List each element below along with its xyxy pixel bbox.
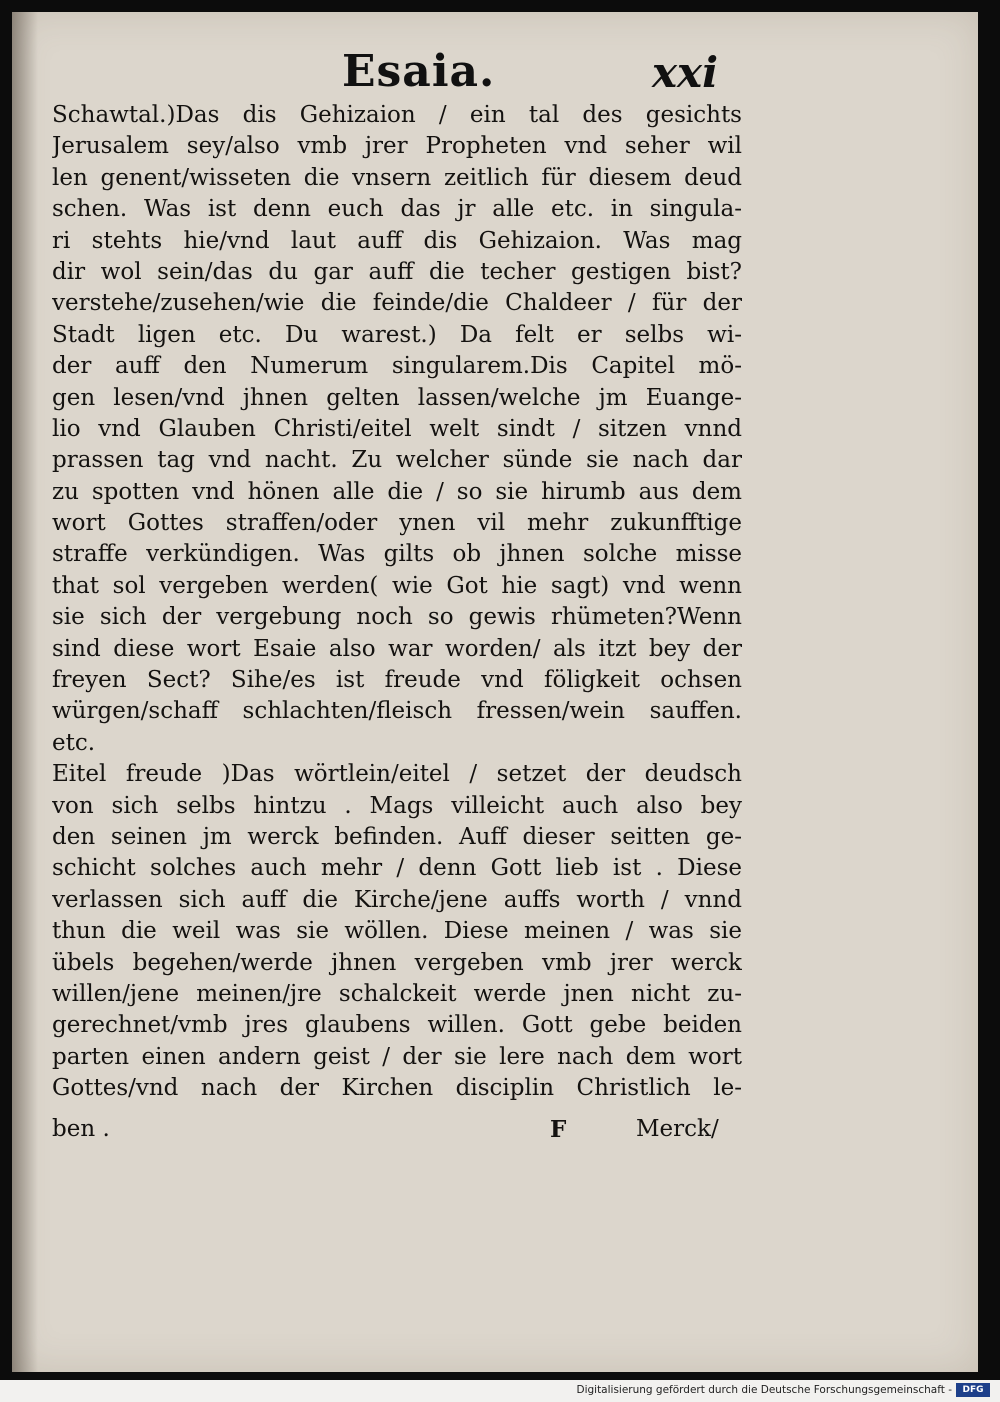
text-line: straffe verkündigen. Was gilts ob jhnen solche misse — [52, 541, 742, 568]
body-text — [52, 100, 742, 1105]
text-line: lio vnd Glauben Christi/eitel welt sindt / sitzen vnnd — [52, 415, 742, 442]
text-line: schen. Was ist denn euch das jr alle etc. in singula- — [52, 196, 742, 223]
text-line: ri stehts hie/vnd laut auff dis Gehizaion. Was mag — [52, 227, 742, 254]
text-line: that sol vergeben werden( wie Got hie sagt) vnd wenn — [52, 572, 742, 599]
book-page — [12, 12, 978, 1372]
text-line: verstehe/zusehen/wie die feinde/die Chaldeer / für der — [52, 290, 742, 317]
text-line: willen/jene meinen/jre schalckeit werde jnen nicht zu- — [52, 980, 742, 1007]
text-line: von sich selbs hintzu . Mags villeicht auch also bey — [52, 792, 742, 819]
catchword: Merck/ — [636, 1116, 719, 1142]
text-line: dir wol sein/das du gar auff die techer gestigen bist? — [52, 258, 742, 285]
text-line: sie sich der vergebung noch so gewis rhümeten?Wenn — [52, 604, 742, 631]
page-footer — [52, 1116, 742, 1148]
text-line: übels begehen/werde jhnen vergeben vmb jrer werck — [52, 949, 742, 976]
running-title: Esaia. — [342, 46, 496, 97]
funding-credit: Digitalisierung gefördert durch die Deutsche Forschungsgemeinschaft - — [576, 1384, 952, 1396]
text-line: verlassen sich auff die Kirche/jene auffs worth / vnnd — [52, 886, 742, 913]
text-line: würgen/schaff schlachten/fleisch fressen/wein sauffen. — [52, 698, 742, 725]
text-line: der auff den Numerum singularem.Dis Capitel mö- — [52, 353, 742, 380]
text-line: sind diese wort Esaie also war worden/ als itzt bey der — [52, 635, 742, 662]
text-line: zu spotten vnd hönen alle die / so sie hirumb aus dem — [52, 478, 742, 505]
text-line: freyen Sect? Sihe/es ist freude vnd föligkeit ochsen — [52, 667, 742, 694]
text-line: thun die weil was sie wöllen. Diese meinen / was sie — [52, 918, 742, 945]
page-header — [12, 46, 978, 102]
text-line: den seinen jm werck befinden. Auff dieser seitten ge- — [52, 823, 742, 850]
text-line: schicht solches auch mehr / denn Gott lieb ist . Diese — [52, 855, 742, 882]
text-line: gen lesen/vnd jhnen gelten lassen/welche jm Euange- — [52, 384, 742, 411]
text-line: Gottes/vnd nach der Kirchen disciplin Christlich le- — [52, 1075, 742, 1102]
text-line: parten einen andern geist / der sie lere nach dem wort — [52, 1043, 742, 1070]
text-line: prassen tag vnd nacht. Zu welcher sünde sie nach dar — [52, 447, 742, 474]
credit-bar — [0, 1380, 1000, 1402]
dfg-logo-icon: DFG — [956, 1383, 990, 1397]
text-line: Schawtal.)Das dis Gehizaion / ein tal des gesichts — [52, 102, 742, 128]
text-line: len genent/wisseten die vnsern zeitlich für diesem deud — [52, 164, 742, 191]
text-line: gerechnet/vmb jres glaubens willen. Gott gebe beiden — [52, 1012, 742, 1039]
text-line: Eitel freude )Das wörtlein/eitel / setzet der deudsch — [52, 761, 742, 788]
text-line: Stadt ligen etc. Du warest.) Da felt er selbs wi- — [52, 321, 742, 348]
last-word: ben . — [52, 1116, 110, 1142]
text-line: etc. — [52, 729, 96, 756]
signature-mark: F — [550, 1116, 567, 1143]
text-line: wort Gottes straffen/oder ynen vil mehr zukunfftige — [52, 510, 742, 537]
folio-number: xxi — [652, 48, 719, 97]
text-line: Jerusalem sey/also vmb jrer Propheten vnd seher wil — [52, 133, 742, 160]
